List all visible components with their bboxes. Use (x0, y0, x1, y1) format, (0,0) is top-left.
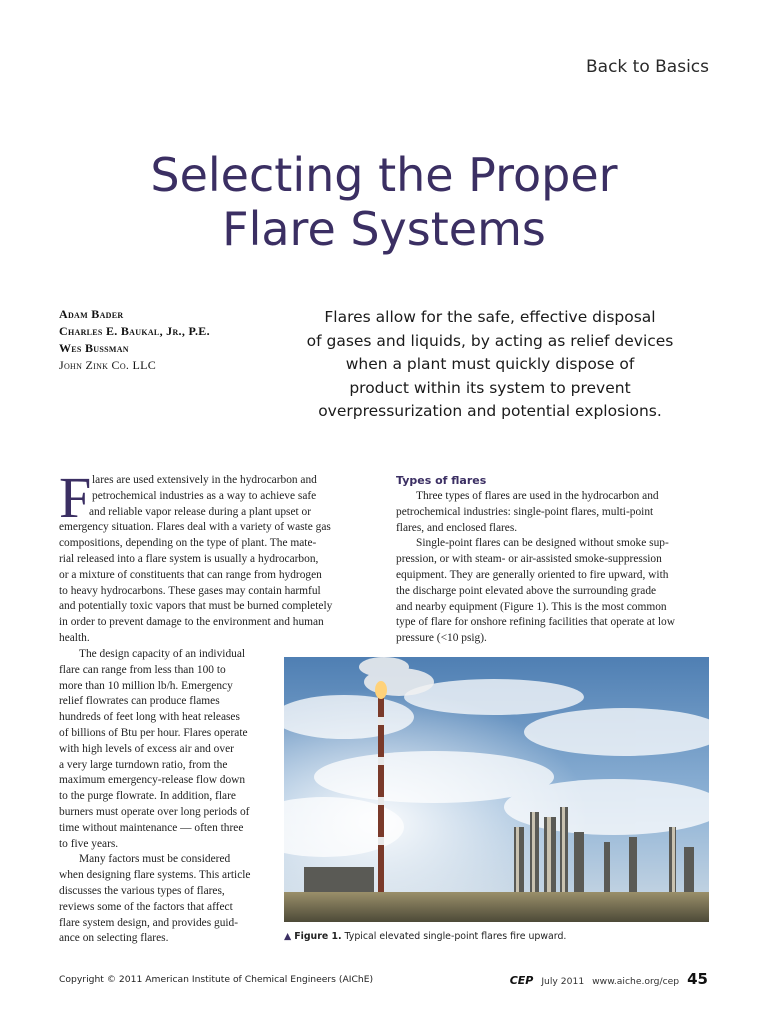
triangle-icon: ▲ (284, 931, 292, 942)
figure-label: Figure 1. (294, 931, 342, 942)
text-line: emergency situation. Flares deal with a variety of waste gas (59, 521, 331, 534)
text-line: time without maintenance — often three (59, 821, 244, 834)
text-line: and nearby equipment (Figure 1). This is the most common (396, 600, 667, 613)
text-line: type of flare for onshore refining facilities that operate at low (396, 616, 675, 629)
author-block (59, 306, 210, 374)
abstract-line: Flares allow for the safe, effective disposal (324, 308, 656, 326)
text-line: in order to prevent damage to the environment and human (59, 616, 324, 629)
text-line: Three types of flares are used in the hydrocarbon and (416, 490, 659, 502)
abstract-line: when a plant must quickly dispose of (345, 355, 635, 373)
copyright-notice: Copyright © 2011 American Institute of Chemical Engineers (AIChE) (59, 974, 374, 985)
author-name: Adam Bader (59, 307, 124, 321)
figure-caption (284, 931, 566, 942)
text-line: discusses the various types of flares, (59, 884, 225, 897)
text-line: ance on selecting flares. (59, 932, 169, 945)
text-line: petrochemical industries as a way to achieve safe (92, 489, 317, 502)
text-line: The design capacity of an individual (79, 648, 246, 660)
text-line: to heavy hydrocarbons. These gases may contain harmful (59, 584, 321, 597)
section-heading: Types of flares (396, 474, 487, 487)
text-line: health. (59, 631, 90, 644)
text-line: or a mixture of constituents that can range from hydrogen (59, 568, 322, 581)
text-line: a very large turndown ratio, from the (59, 758, 228, 771)
text-line: burners must operate over long periods of (59, 805, 250, 818)
text-line: flares, and enclosed flares. (396, 521, 518, 534)
text-line: flare can range from less than 100 to (59, 663, 226, 676)
text-line: Many factors must be considered (79, 853, 231, 866)
body-column-2 (396, 473, 716, 647)
text-line: pressure (<10 psig). (396, 632, 487, 645)
text-line: lares are used extensively in the hydrocarbon and (92, 474, 317, 486)
text-line: with high levels of excess air and over (59, 742, 234, 755)
author-affiliation: John Zink Co. LLC (59, 358, 157, 372)
text-line: maximum emergency-release flow down (59, 774, 246, 787)
abstract-line: overpressurization and potential explosions. (318, 402, 662, 420)
text-line: to five years. (59, 837, 119, 850)
section-label: Back to Basics (585, 57, 709, 77)
page-number: 45 (687, 970, 708, 988)
text-line: equipment. They are generally oriented to fire upward, with (396, 568, 669, 581)
issue-date: July 2011 (541, 976, 585, 987)
text-line: relief flowrates can produce flames (59, 695, 220, 708)
abstract-line: product within its system to prevent (349, 378, 631, 397)
text-line: rial released into a flare system is usually a hydrocarbon, (59, 552, 319, 565)
caption-text: Typical elevated single-point flares fire upward. (344, 931, 567, 942)
text-line: Single-point flares can be designed without smoke sup- (416, 537, 669, 550)
abstract-line: of gases and liquids, by acting as relief devices (306, 331, 674, 350)
journal-logo: CEP (509, 974, 534, 987)
text-line: when designing flare systems. This article (59, 869, 251, 882)
text-line: and potentially toxic vapors that must be burned completely (59, 600, 333, 613)
figure-1-photo (284, 657, 709, 922)
text-line: pression, or with steam- or air-assisted smoke-suppression (396, 553, 662, 566)
text-line: hundreds of feet long with heat releases (59, 711, 240, 724)
journal-url[interactable]: www.aiche.org/cep (592, 976, 680, 987)
text-line: more than 10 million lb/h. Emergency (59, 679, 233, 692)
text-line: to the purge flowrate. In addition, flare (59, 790, 236, 803)
drop-cap: F (59, 465, 92, 530)
title-line-1: Selecting the Proper (150, 148, 618, 202)
text-line: reviews some of the factors that affect (59, 900, 233, 913)
text-line: flare system design, and provides guid- (59, 916, 239, 929)
text-line: petrochemical industries: single-point flares, multi-point (396, 505, 654, 518)
body-paragraph-1 (59, 465, 359, 647)
text-line: and reliable vapor release during a plant upset or (89, 505, 312, 518)
text-line: compositions, depending on the type of plant. The mate- (59, 537, 317, 550)
abstract (285, 306, 695, 424)
page-footer (510, 970, 708, 988)
refinery-illustration (284, 657, 709, 922)
article-title (0, 148, 768, 256)
text-line: of billions of Btu per hour. Flares operate (59, 726, 248, 739)
body-paragraph-2-3 (59, 647, 279, 947)
title-line-2: Flare Systems (222, 202, 546, 256)
author-name: Charles E. Baukal, Jr., P.E. (59, 324, 210, 338)
text-line: the discharge point elevated above the surrounding grade (396, 584, 657, 597)
author-name: Wes Bussman (59, 341, 129, 355)
